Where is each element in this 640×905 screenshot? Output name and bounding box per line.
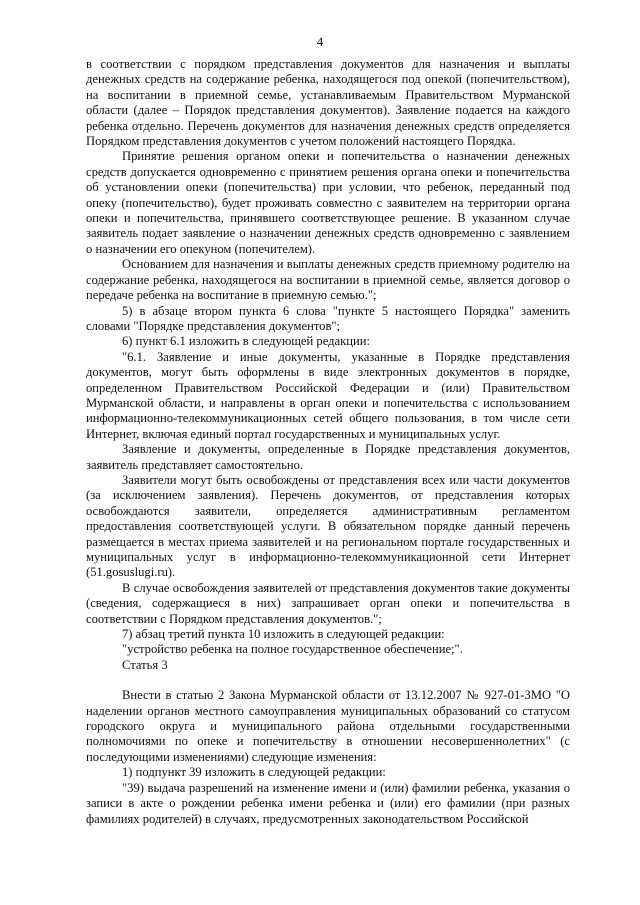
paragraph-item-5: 5) в абзаце втором пункта 6 слова "пункте 5 настоящего Порядка" заменить словами "Порядке представления документов"; <box>86 303 570 333</box>
paragraph-request: В случае освобождения заявителей от представления документов такие документы (сведения, содержащиеся в них) запрашивает орган опеки и попечительства в соответствии с Порядком представления документов."; <box>86 580 570 626</box>
paragraph-item-6: 6) пункт 6.1 изложить в следующей редакции: <box>122 334 370 349</box>
paragraph-applicant-documents: Заявление и документы, определенные в Порядке представления документов, заявитель представляет самостоятельно. <box>86 442 570 472</box>
paragraph-decision: Принятие решения органом опеки и попечительства о назначении денежных средств допускается одновременно с принятием решения органа опеки и попечительства об установлении опеки (попечительства) при условии, что ребенок, переданный под опеку (попечительство), будет проживать совместно с заявителем на территории органа опеки и попечительства, принявшего соответствующее решение. В указанном случае заявитель подает заявление о назначении денежных средств одновременно с заявлением о назначении его опекуном (попечителем). <box>86 149 570 256</box>
paragraph-foster-basis: Основанием для назначения и выплаты денежных средств приемному родителю на содержание ребенка, находящегося на воспитании в приемной семье, является договор о передаче ребенка на воспитание в приемную семью."; <box>86 257 570 303</box>
paragraph-continuation: в соответствии с порядком представления документов для назначения и выплаты денежных средств на содержание ребенка, находящегося под опекой (попечительством), на воспитании в приемной семье, устанавливаемым Правительством Мурманской области (далее – Порядок представления документов). Заявление подается на каждого ребенка отдельно. Перечень документов для назначения денежных средств определяется Порядком представления документов с учетом положений настоящего Порядка. <box>86 57 570 149</box>
paragraph-article-3-intro: Внести в статью 2 Закона Мурманской области от 13.12.2007 № 927-01-ЗМО "О наделении органов местного самоуправления муниципальных образований со статусом городского округа и муниципального района отдельными государственными полномочиями по опеке и попечительству в отношении несовершеннолетних" (с последующими изменениями) следующие изменения: <box>86 688 570 764</box>
paragraph-6-1: "6.1. Заявление и иные документы, указанные в Порядке представления документов, могут быть оформлены в виде электронных документов в порядке, определенном Правительством Российской Федерации и (или) Правительством Мурманской области, и направлены в орган опеки и попечительства с использованием информационно-телекоммуникационных сетей общего пользования, в том числе сети Интернет, включая единый портал государственных и муниципальных услуг. <box>86 349 570 441</box>
document-body <box>86 57 570 827</box>
article-heading: Статья 3 <box>122 657 168 672</box>
page-number: 4 <box>316 34 324 49</box>
paragraph-subitem-39-text: "39) выдача разрешений на изменение имени и (или) фамилии ребенка, указания о записи в акте о рождении ребенка имени ребенка и (или) его фамилии (при разных фамилиях родителей) в случаях, предусмотренных законодательством Российской <box>86 780 570 826</box>
paragraph-subitem-39: 1) подпункт 39 изложить в следующей редакции: <box>122 765 386 780</box>
paragraph-quote: "устройство ребенка на полное государственное обеспечение;". <box>122 642 463 657</box>
paragraph-item-7: 7) абзац третий пункта 10 изложить в следующей редакции: <box>122 627 445 642</box>
paragraph-exemption: Заявители могут быть освобождены от представления всех или части документов (за исключением заявления). Перечень документов, от представления которых освобождаются заявители, определяется административным регламентом предоставления соответствующей услуги. В обязательном порядке данный перечень размещается в местах приема заявителей и на региональном портале государственных и муниципальных услуг в информационно-телекоммуникационной сети Интернет (51.gosuslugi.ru). <box>86 472 570 580</box>
